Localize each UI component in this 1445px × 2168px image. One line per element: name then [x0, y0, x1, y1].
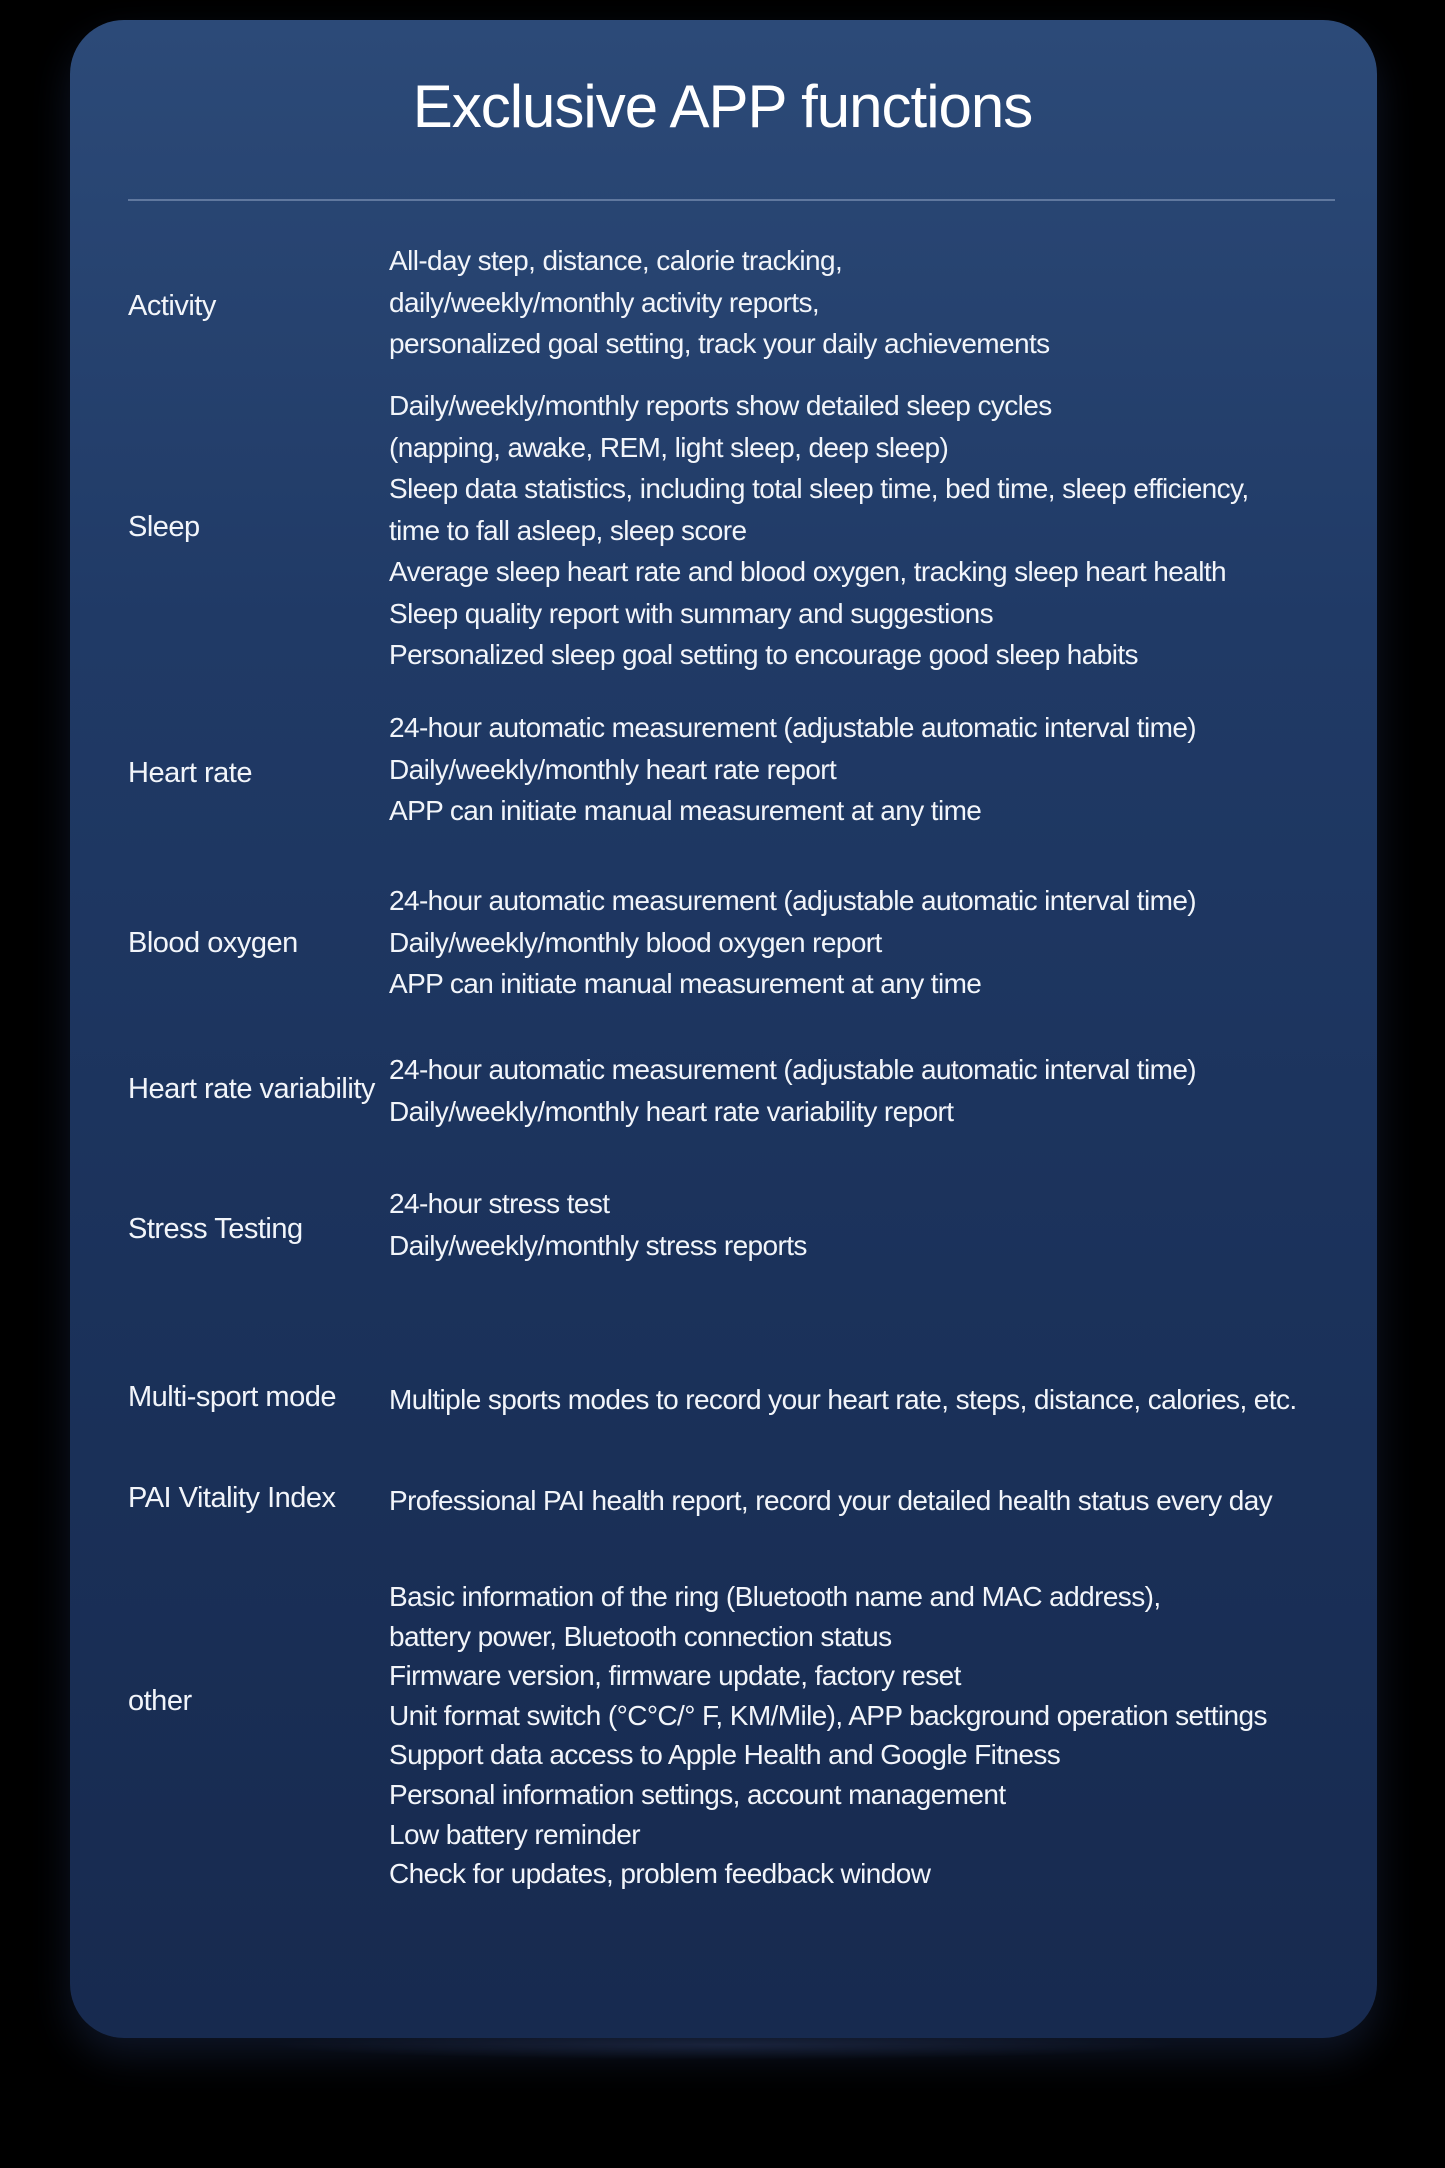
feature-label-blood-oxygen: Blood oxygen [128, 927, 298, 959]
desc-line: Personal information settings, account management [389, 1778, 1006, 1810]
desc-line: Firmware version, firmware update, factory reset [389, 1660, 961, 1692]
feature-desc-activity [389, 240, 1050, 365]
desc-line: Average sleep heart rate and blood oxygen, tracking sleep heart health [389, 556, 1226, 587]
desc-line: APP can initiate manual measurement at any time [389, 968, 982, 999]
desc-line: 24-hour stress test [389, 1188, 610, 1219]
feature-desc-blood-oxygen [389, 880, 1196, 1005]
feature-desc-heart-rate [389, 707, 1196, 832]
feature-label-other: other [128, 1685, 192, 1717]
feature-desc-multi-sport [389, 1379, 1297, 1421]
desc-line: Personalized sleep goal setting to encourage good sleep habits [389, 639, 1138, 670]
desc-line: time to fall asleep, sleep score [389, 514, 747, 546]
desc-line: Daily/weekly/monthly blood oxygen report [389, 926, 882, 958]
feature-desc-hrv [389, 1049, 1196, 1132]
desc-line: Daily/weekly/monthly heart rate variability report [389, 1095, 954, 1127]
desc-line: battery power, Bluetooth connection status [389, 1620, 892, 1652]
desc-line: All-day step, distance, calorie tracking, [389, 245, 843, 276]
desc-line: 24-hour automatic measurement (adjustable automatic interval time) [389, 885, 1197, 916]
desc-line: Low battery reminder [389, 1818, 641, 1850]
desc-line: Unit format switch (°C°C/° F, KM/Mile), APP background operation settings [389, 1699, 1267, 1731]
desc-line: 24-hour automatic measurement (adjustable automatic interval time) [389, 712, 1197, 743]
page-title: Exclusive APP functions [412, 73, 1033, 140]
desc-line: Multiple sports modes to record your heart rate, steps, distance, calories, etc. [389, 1384, 1297, 1415]
desc-line: Daily/weekly/monthly stress reports [389, 1229, 807, 1261]
feature-desc-other [389, 1577, 1267, 1894]
feature-label-pai: PAI Vitality Index [128, 1482, 336, 1514]
feature-label-stress: Stress Testing [128, 1213, 303, 1245]
desc-line: Basic information of the ring (Bluetooth name and MAC address), [389, 1581, 1161, 1612]
feature-label-multi-sport: Multi-sport mode [128, 1381, 336, 1413]
feature-desc-stress [389, 1183, 807, 1266]
desc-line: personalized goal setting, track your daily achievements [389, 328, 1050, 359]
desc-line: Sleep quality report with summary and suggestions [389, 597, 994, 629]
desc-line: Sleep data statistics, including total sleep time, bed time, sleep efficiency, [389, 473, 1249, 504]
desc-line: daily/weekly/monthly activity reports, [389, 286, 820, 318]
desc-line: APP can initiate manual measurement at any time [389, 795, 982, 826]
desc-line: Support data access to Apple Health and Google Fitness [389, 1739, 1061, 1771]
feature-label-sleep: Sleep [128, 511, 200, 543]
desc-line: 24-hour automatic measurement (adjustable automatic interval time) [389, 1054, 1197, 1085]
feature-label-hrv: Heart rate variability [128, 1073, 375, 1105]
desc-line: Daily/weekly/monthly heart rate report [389, 753, 837, 785]
feature-desc-pai [389, 1480, 1272, 1522]
desc-line: (napping, awake, REM, light sleep, deep sleep) [389, 431, 949, 463]
desc-line: Check for updates, problem feedback window [389, 1858, 931, 1890]
title-divider [128, 199, 1335, 201]
desc-line: Daily/weekly/monthly reports show detailed sleep cycles [389, 390, 1052, 421]
feature-label-activity: Activity [128, 290, 216, 322]
feature-desc-sleep [389, 385, 1249, 676]
feature-label-heart-rate: Heart rate [128, 757, 252, 789]
desc-line: Professional PAI health report, record your detailed health status every day [389, 1485, 1273, 1516]
